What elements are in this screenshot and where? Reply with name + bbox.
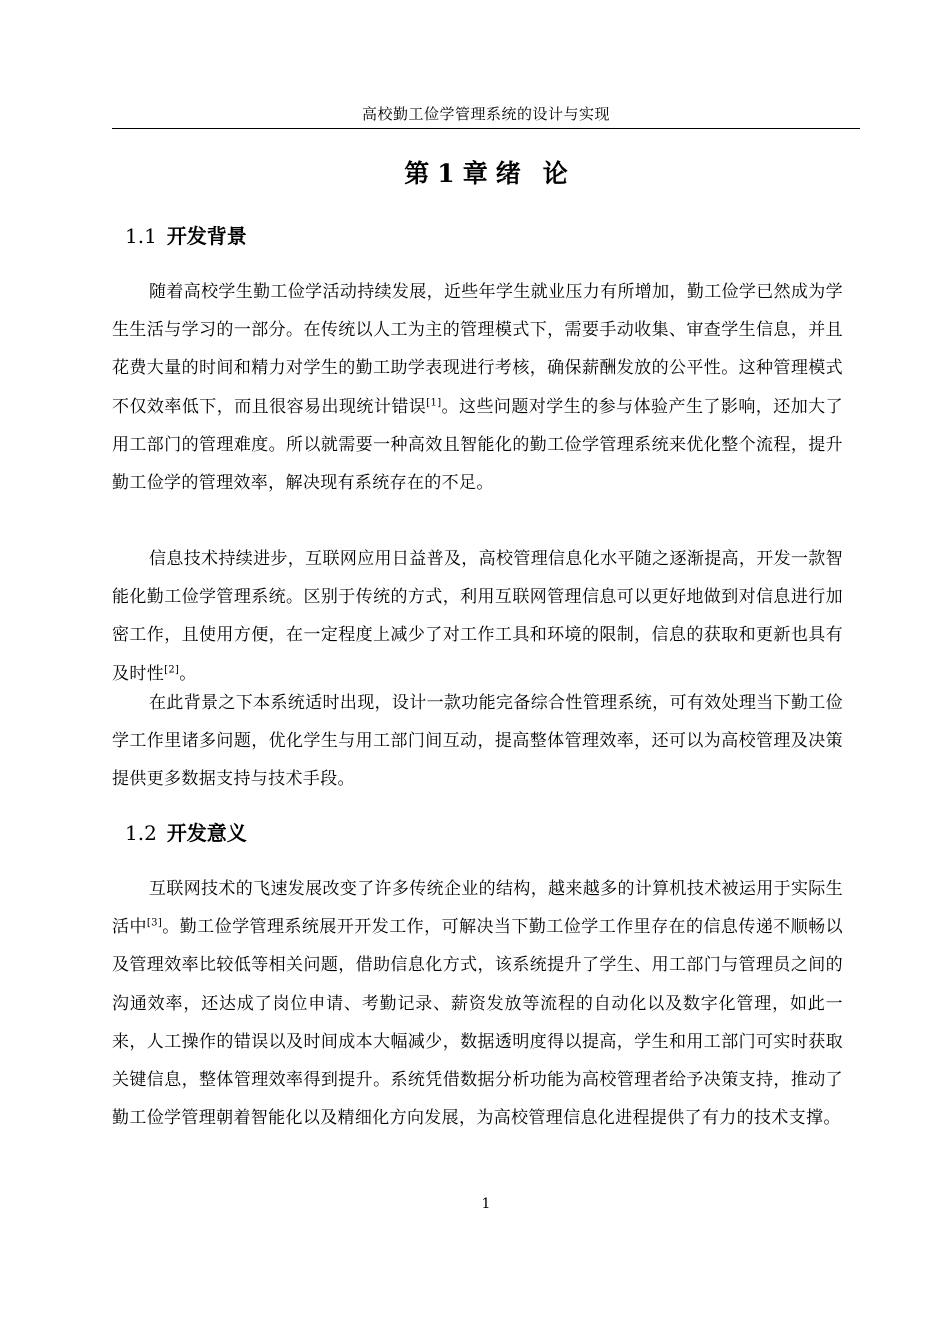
paragraph-text: 随着高校学生勤工俭学活动持续发展，近些年学生就业压力有所增加，勤工俭学已然成为学生生活与学习的一部分。在传统以人工为主的管理模式下，需要手动收集、审查学生信息，并且花费大量的时间和精力对学生的勤工助学表现进行考核，确保薪酬发放的公平性。这种管理模式不仅效率低下，而且很容易出现统计错误	[112, 282, 843, 417]
page-number: 1	[481, 1196, 491, 1212]
citation-ref: [2]	[164, 663, 180, 675]
chapter-prefix: 第	[404, 159, 430, 188]
paragraph-text: 信息技术持续进步，互联网应用日益普及，高校管理信息化水平随之逐渐提高，开发一款智能化勤工俭学管理系统。区别于传统的方式，利用互联网管理信息可以更好地做到对信息进行加密工作，且使用方便，在一定程度上减少了对工作工具和环境的限制，信息的获取和更新也具有及时性	[112, 549, 843, 684]
citation-ref: [3]	[146, 917, 163, 929]
chapter-title	[112, 156, 860, 192]
citation-ref: [1]	[426, 396, 442, 408]
paragraph-text-tail: 。这些问题对学生的参与体验产生了影响，还加大了用工部门的管理难度。所以就需要一种高效且智能化的勤工俭学管理系统来优化整个流程，提升勤工俭学的管理效率，解决现有系统存在的不足。	[112, 396, 843, 494]
section-heading-1-1	[125, 221, 247, 251]
header-rule	[112, 128, 860, 129]
chapter-title-char-2: 论	[542, 159, 568, 188]
paragraph-1-2-a	[112, 870, 843, 1137]
paragraph-1-1-c	[112, 684, 843, 799]
paragraph-1-1-b	[112, 540, 843, 693]
section-heading-1-2	[125, 818, 247, 848]
chapter-suffix: 章	[462, 159, 488, 188]
paragraph-text-tail: 。	[179, 663, 197, 684]
chapter-number: 1	[437, 159, 455, 188]
section-number: 1.2	[125, 821, 157, 845]
chapter-title-char-1: 绪	[495, 159, 543, 188]
paragraph-text: 互联网技术的飞速发展改变了许多传统企业的结构，越来越多的计算机技术被运用于实际生活中	[112, 879, 843, 938]
paragraph-1-1-a	[112, 273, 843, 502]
running-header: 高校勤工俭学管理系统的设计与实现	[361, 105, 610, 123]
section-number: 1.1	[125, 224, 157, 248]
paragraph-text: 在此背景之下本系统适时出现，设计一款功能完备综合性管理系统，可有效处理当下勤工俭学工作里诸多问题，优化学生与用工部门间互动，提高整体管理效率，还可以为高校管理及决策提供更多数据支持与技术手段。	[112, 693, 843, 790]
section-title: 开发意义	[166, 821, 247, 845]
section-title: 开发背景	[166, 224, 247, 248]
paragraph-text-tail: 。勤工俭学管理系统展开开发工作，可解决当下勤工俭学工作里存在的信息传递不顺畅以及管理效率比较低等相关问题，借助信息化方式，该系统提升了学生、用工部门与管理员之间的沟通效率，还达成了岗位申请、考勤记录、薪资发放等流程的自动化以及数字化管理，如此一来，人工操作的错误以及时间成本大幅减少，数据透明度得以提高，学生和用工部门可实时获取关键信息，整体管理效率得到提升。系统凭借数据分析功能为高校管理者给予决策支持，推动了勤工俭学管理朝着智能化以及精细化方向发展，为高校管理信息化进程提供了有力的技术支撑。	[112, 917, 843, 1129]
